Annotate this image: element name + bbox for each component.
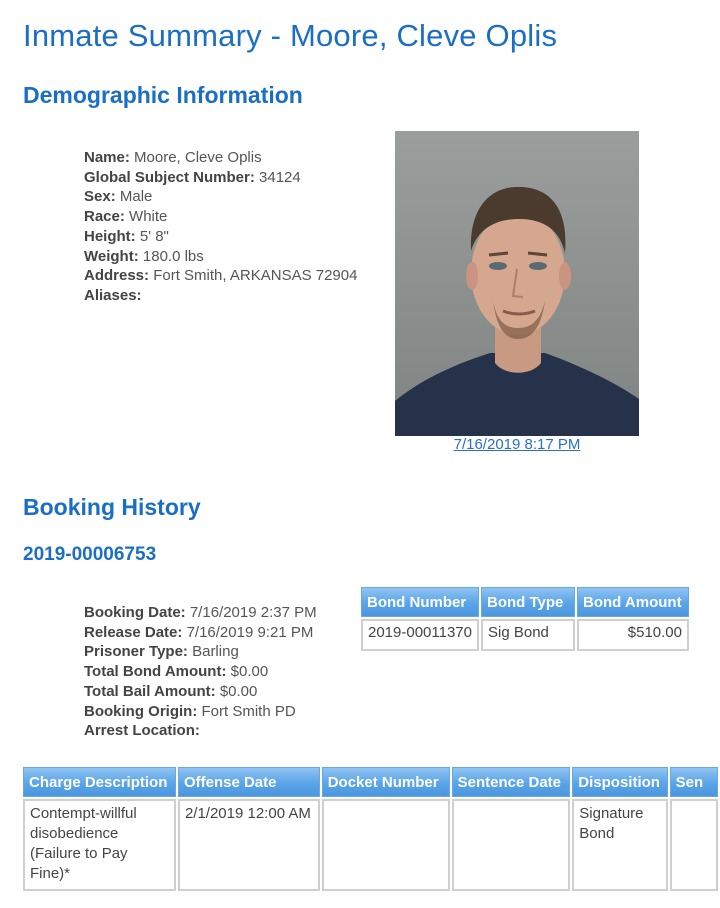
mugshot-image: [395, 131, 639, 436]
bond-amount-cell: $510.00: [577, 619, 689, 651]
bond-table-header-row: [361, 587, 689, 617]
booking-number: 2019-00006753: [23, 544, 157, 565]
bond-number-header[interactable]: Bond Number: [361, 587, 479, 617]
race-row: Race: White: [84, 208, 168, 226]
disposition-cell: Signature Bond: [572, 799, 667, 891]
sentence-header-truncated[interactable]: Sen: [670, 767, 718, 797]
bond-table: [359, 585, 691, 653]
bond-type-header[interactable]: Bond Type: [481, 587, 575, 617]
docket-number-header[interactable]: Docket Number: [322, 767, 450, 797]
sentence-date-header[interactable]: Sentence Date: [452, 767, 571, 797]
name-row: Name: Moore, Cleve Oplis: [84, 149, 262, 166]
sentence-cell: [670, 799, 718, 891]
weight-row: Weight: 180.0 lbs: [84, 247, 204, 265]
sentence-date-cell: [452, 799, 571, 891]
booking-history-heading: Booking History: [23, 494, 201, 520]
address-row: Address: Fort Smith, ARKANSAS 72904: [84, 267, 358, 285]
total-bond-amount-row: Total Bond Amount: $0.00: [84, 663, 269, 681]
global-subject-number-row: Global Subject Number: 34124: [84, 168, 301, 186]
disposition-header[interactable]: Disposition: [572, 767, 667, 797]
offense-date-cell: 2/1/2019 12:00 AM: [178, 799, 320, 891]
charge-table-header-row: [23, 767, 718, 797]
offense-date-header[interactable]: Offense Date: [178, 767, 320, 797]
release-date-row: Release Date: 7/16/2019 9:21 PM: [84, 623, 314, 641]
bond-number-cell: 2019-00011370: [361, 619, 479, 651]
bond-amount-header[interactable]: Bond Amount: [577, 587, 689, 617]
booking-date-row: Booking Date: 7/16/2019 2:37 PM: [84, 604, 317, 621]
total-bail-amount-row: Total Bail Amount: $0.00: [84, 682, 258, 700]
charge-description-cell: Contempt-willful disobedience (Failure to Pay Fine)*: [23, 799, 176, 891]
arrest-location-row: Arrest Location:: [84, 722, 200, 740]
docket-number-cell: [322, 799, 450, 891]
charge-table: [21, 765, 720, 893]
prisoner-type-row: Prisoner Type: Barling: [84, 643, 239, 661]
page-title: Inmate Summary - Moore, Cleve Oplis: [23, 18, 558, 53]
aliases-row: Aliases:: [84, 286, 142, 304]
bond-type-cell: Sig Bond: [481, 619, 575, 651]
photo-date-link[interactable]: 7/16/2019 8:17 PM: [453, 436, 581, 453]
booking-info-list: [84, 603, 317, 741]
mugshot-photo[interactable]: [395, 131, 639, 436]
demographic-info-list: [84, 148, 357, 306]
table-row: [361, 619, 689, 651]
demographic-heading: Demographic Information: [23, 82, 303, 108]
sex-row: Sex: Male: [84, 188, 153, 206]
booking-origin-row: Booking Origin: Fort Smith PD: [84, 702, 296, 720]
height-row: Height: 5' 8": [84, 227, 169, 245]
table-row: [23, 799, 718, 891]
charge-description-header[interactable]: Charge Description: [23, 767, 176, 797]
